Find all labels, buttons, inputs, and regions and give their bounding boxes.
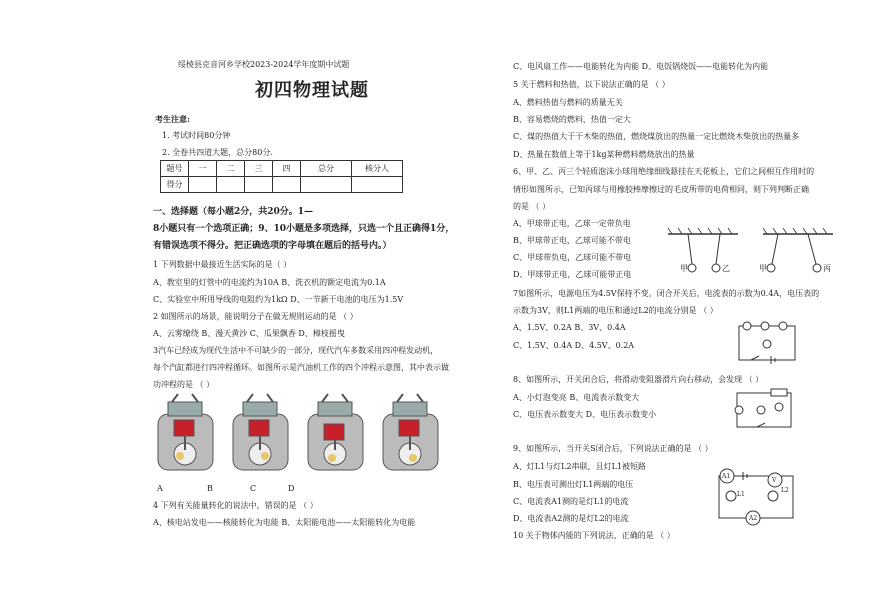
question-9-option: B、电压表可测出灯L1两端的电压 (513, 480, 634, 489)
question-3: 每个汽缸都进行四冲程循环。如图所示是汽油机工作的四个冲程示意图，其中表示做 (153, 363, 449, 372)
circuit-label: L1 (737, 491, 745, 498)
question-9-option: C、电流表A1测的是灯L1的电流 (513, 497, 629, 506)
circuit-label: V (772, 477, 777, 484)
question-5-option: C、煤的热值大于干木柴的热值，燃烧煤放出的热量一定比燃烧木柴放出的热量多 (513, 132, 800, 141)
score-table-cell: 一 (189, 161, 217, 177)
engine-diagram-c (308, 394, 363, 470)
score-table (160, 160, 403, 193)
circuit-label: L2 (781, 487, 789, 494)
question-6-option: A、甲球带正电，乙球一定带负电 (513, 219, 631, 228)
question-6-option: D、甲球带正电，乙球可能带正电 (513, 270, 632, 279)
question-3: 3汽车已经成为现代生活中不可缺少的一部分，现代汽车多数采用四冲程发动机， (153, 346, 439, 355)
score-table-cell: 总分 (301, 161, 352, 177)
question-5-option: A、燃料热值与燃料的质量无关 (513, 98, 623, 107)
note-1: 1. 考试时间80分钟 (162, 131, 231, 140)
question-6: 情形如图所示，已知丙球与用橡胶棒摩擦过的毛皮所带的电荷相同，则下列判断正确 (513, 185, 809, 194)
question-6: 的是 （ ） (513, 202, 551, 211)
score-table-cell (189, 177, 217, 193)
question-7-circuit (737, 318, 799, 364)
hanging-balls-diagram (668, 228, 843, 278)
question-6-option: C、甲球带负电，乙球可能不带电 (513, 253, 632, 262)
score-table-cell (352, 177, 403, 193)
question-1: 1 下列数据中最接近生活实际的是（ ） (153, 260, 292, 269)
engine-diagram-a (158, 394, 213, 470)
question-7: 7如图所示，电源电压为4.5V保持不变。闭合开关后，电流表的示数为0.4A，电压表的 (513, 289, 820, 298)
question-2-options: A、云雾缭绕 B、漫天黄沙 C、瓜果飘香 D、樟枝摇曳 (153, 329, 345, 338)
score-table-cell: 二 (217, 161, 245, 177)
question-10: 10 关于物体内能的下列说法，正确的是 （ ） (513, 531, 675, 540)
ball-label: 丙 (823, 264, 831, 273)
circuit-label: A1 (722, 473, 731, 480)
diagram-label: B (207, 484, 213, 493)
question-8-circuit (733, 387, 795, 431)
question-4-option: A、核电站发电——核能转化为电能 B、太阳能电池——太阳能转化为电能 (153, 518, 416, 527)
question-7-option: A、1.5V、0.2A B、3V、0.4A (513, 323, 626, 332)
section-1-heading: 一、选择题（每小题2分，共20分。1— (153, 207, 314, 217)
diagram-label: D (288, 484, 295, 493)
page-title: 初四物理试题 (255, 80, 369, 101)
section-1-rule: 8小题只有一个选项正确；9、10小题是多项选择，只选一个且正确得1分， (153, 224, 455, 234)
engine-stroke-diagrams (150, 398, 450, 478)
note-2: 2. 全卷共四道大题，总分80分. (162, 148, 273, 157)
ball-label: 乙 (722, 264, 730, 273)
score-table-cell (245, 177, 273, 193)
notes-heading: 考生注意: (155, 114, 190, 124)
question-9-option: D、电流表A2测的是灯L2的电流 (513, 514, 629, 523)
question-8-option: A、小灯泡变亮 B、电流表示数变大 (513, 393, 640, 402)
ball-label: 甲 (680, 264, 688, 273)
score-table-header-row (161, 161, 403, 177)
question-8: 8、如图所示，开关闭合后，将滑动变阻器滑片向右移动，会发现 （ ） (513, 375, 764, 384)
question-5-option: D、热量在数值上等于1kg某种燃料燃烧放出的热量 (513, 150, 695, 159)
question-1-option: A、教室里的灯管中的电流约为10A B、洗衣机的额定电流为0.1A (153, 278, 386, 287)
question-6: 6、甲、乙、丙三个轻质泡沫小球用绝缘细线悬挂在天花板上，它们之间相互作用时的 (513, 167, 815, 176)
engine-diagram-d (383, 394, 438, 470)
question-7-option: C、1.5V、0.4A D、4.5V、0.2A (513, 341, 635, 350)
question-9: 9、如图所示，当开关S闭合后，下列说法正确的是 （ ） (513, 444, 713, 453)
diagram-label: C (250, 484, 257, 493)
score-table-cell (217, 177, 245, 193)
question-1-option: C、实验室中所用导线的电阻约为1kΩ D、一节新干电池的电压为1.5V (153, 295, 404, 304)
question-2: 2 如图所示的场景，能说明分子在做无规则运动的是 （ ） (153, 312, 358, 321)
diagram-label: A (157, 484, 163, 493)
circuit-label: A2 (749, 515, 758, 522)
question-5: 5 关于燃料和热值，以下说法正确的是 （ ） (513, 80, 670, 89)
score-table-score-row (161, 177, 403, 193)
question-3: 功冲程的是 （ ） (153, 380, 215, 389)
score-table-cell: 四 (273, 161, 301, 177)
question-4-option: C、电风扇工作——电能转化为内能 D、电饭锅烧饭——电能转化为内能 (513, 62, 769, 71)
section-1-rule: 有错误选项不得分。把正确选项的字母填在题后的括号内。） (153, 241, 392, 251)
question-7: 示数为3V，则L1两端的电压和通过L2的电流分别是 （ ） (513, 306, 718, 315)
question-8-option: C、电压表示数变大 D、电压表示数变小 (513, 410, 657, 419)
ball-label: 甲 (759, 264, 767, 273)
school-header: 绥棱县克音河乡学校2023-2024学年度期中试题 (178, 60, 350, 69)
score-table-cell: 三 (245, 161, 273, 177)
question-5-option: B、容易燃烧的燃料，热值一定大 (513, 115, 631, 124)
score-table-cell: 核分人 (352, 161, 403, 177)
score-table-cell (301, 177, 352, 193)
engine-diagram-b (233, 394, 288, 470)
question-4: 4 下列有关能量转化的说法中，错误的是 （ ） (153, 501, 318, 510)
score-table-cell (273, 177, 301, 193)
score-table-cell: 题号 (161, 161, 189, 177)
score-table-cell: 得分 (161, 177, 189, 193)
question-9-option: A、灯L1与灯L2串联，且灯L1被短路 (513, 462, 646, 471)
question-6-option: B、甲球带正电，乙球可能不带电 (513, 236, 631, 245)
